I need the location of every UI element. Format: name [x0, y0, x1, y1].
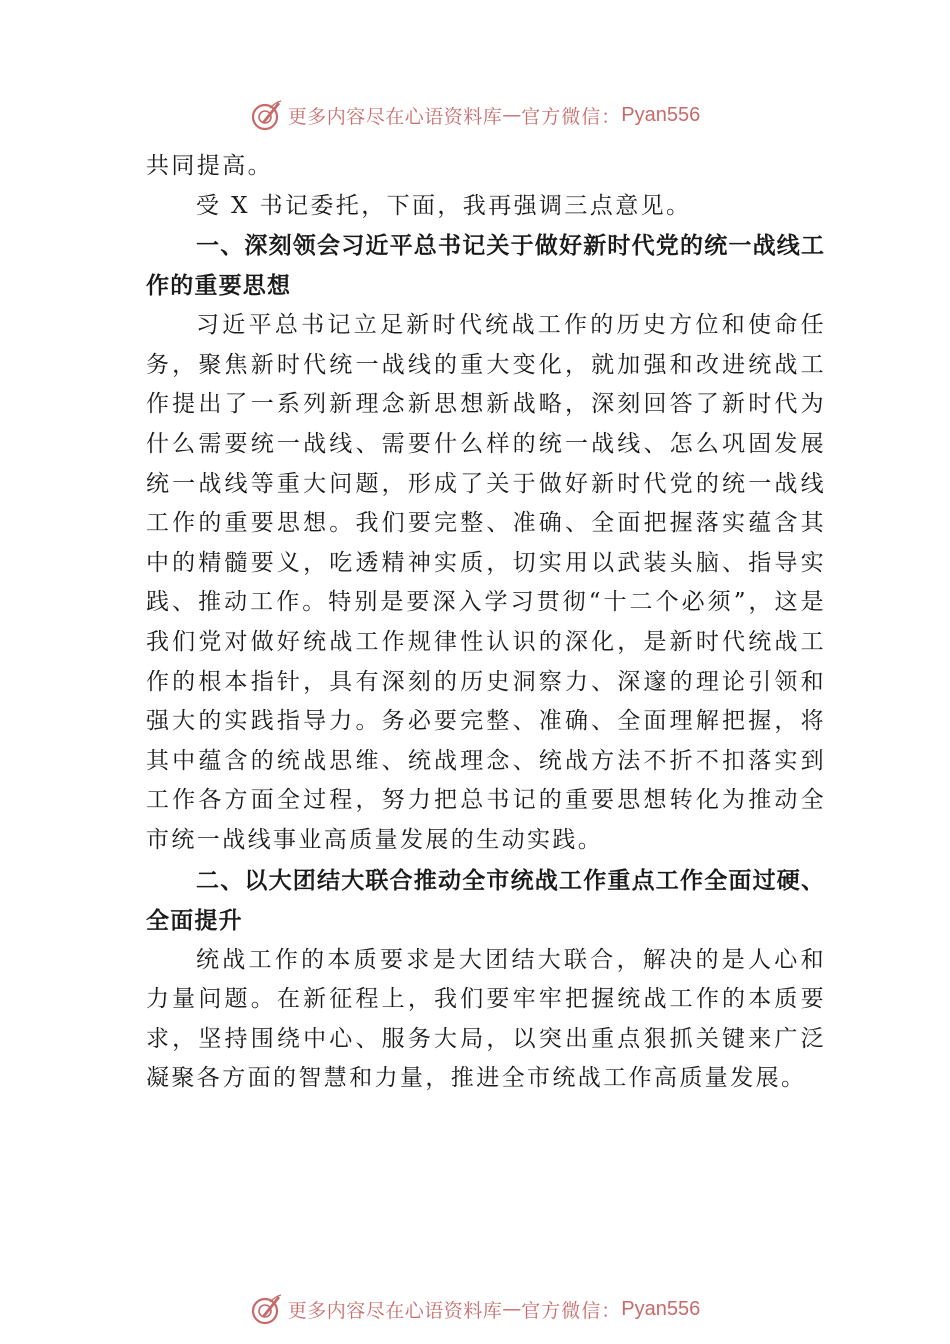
quill-seal-icon: [250, 98, 284, 132]
watermark-separator: —: [502, 1298, 522, 1320]
watermark-banner-top: [0, 93, 950, 137]
quill-seal-icon: [250, 1292, 284, 1326]
watermark-wechat-id: Pyan556: [621, 1297, 701, 1320]
document-body: [146, 147, 826, 1099]
watermark-site-text: 更多内容尽在心语资料库: [287, 1299, 503, 1322]
paragraph-section-2: 统战工作的本质要求是大团结大联合，解决的是人心和力量问题。在新征程上，我们要牢牢把握统战工作的本质要求，坚持围绕中心、服务大局，以突出重点狠抓关键来广泛凝聚各方面的智慧和力量，推进全市统战工作高质量发展。: [146, 946, 826, 1092]
paragraph-section-1: 习近平总书记立足新时代统战工作的历史方位和使命任务，聚焦新时代统一战线的重大变化，就加强和改进统战工作提出了一系列新理念新思想新战略，深刻回答了新时代为什么需要统一战线、需要什么样的统一战线、怎么巩固发展统一战线等重大问题，形成了关于做好新时代党的统一战线工作的重要思想。我们要完整、准确、全面把握落实蕴含其中的精髓要义，吃透精神实质，切实用以武装头脑、指导实践、推动工作。特别是要深入学习贯彻“十二个必须”，这是我们党对做好统战工作规律性认识的深化，是新时代统战工作的根本指针，具有深刻的历史洞察力、深邃的理论引领和强大的实践指导力。务必要完整、准确、全面理解把握，将其中蕴含的统战思维、统战理念、统战方法不折不扣落实到工作各方面全过程，努力把总书记的重要思想转化为推动全市统一战线事业高质量发展的生动实践。: [146, 312, 826, 853]
paragraph-continuation: 共同提高。: [146, 153, 273, 179]
watermark-site-text: 更多内容尽在心语资料库: [287, 105, 503, 128]
section-heading-1: 一、深刻领会习近平总书记关于做好新时代党的统一战线工作的重要思想: [146, 233, 826, 300]
watermark-wechat-label: 官方微信：: [521, 1299, 622, 1322]
section-heading-2: 二、以大团结大联合推动全市统战工作重点工作全面过硬、全面提升: [146, 867, 826, 934]
paragraph-intro: 受 X 书记委托，下面，我再强调三点意见。: [196, 192, 692, 219]
watermark-banner-bottom: [0, 1287, 950, 1331]
watermark-separator: —: [502, 104, 522, 126]
watermark-wechat-label: 官方微信：: [521, 105, 622, 128]
watermark-wechat-id: Pyan556: [621, 103, 701, 126]
